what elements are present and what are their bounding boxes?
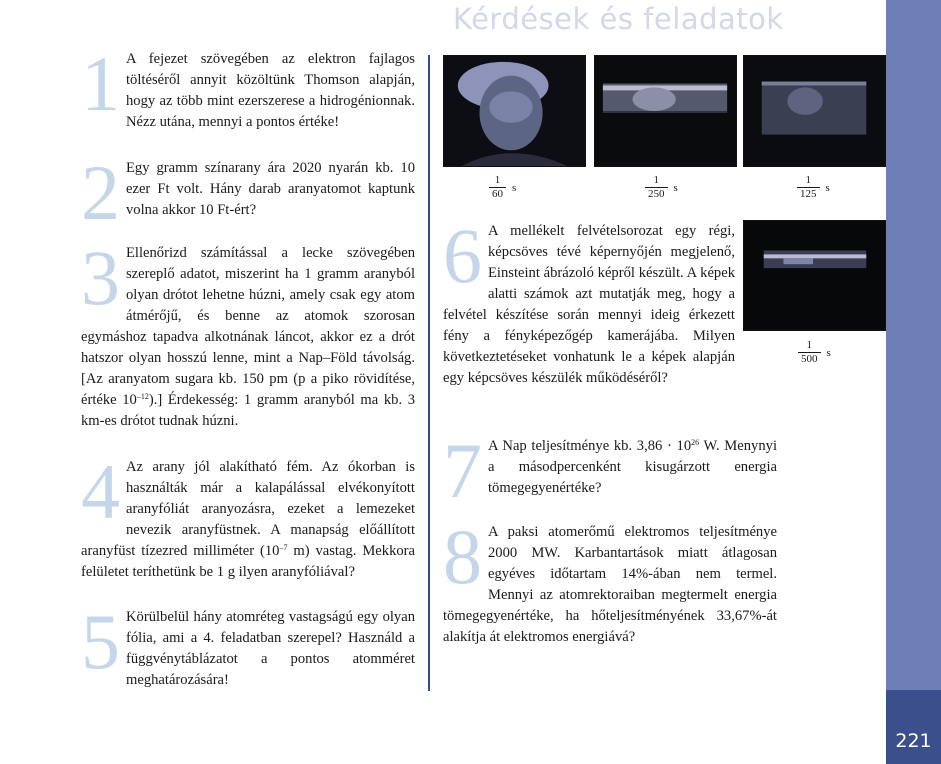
fraction-numerator: 1 (805, 174, 811, 186)
fraction-numerator: 1 (806, 339, 812, 351)
einstein-photo-1 (443, 55, 586, 167)
fraction-denominator: 125 (797, 187, 820, 201)
einstein-photo-4 (743, 220, 886, 331)
task-text: Ellenőrizd számítással a lecke szövegében szereplő adatot, miszerint ha 1 gramm aranyból olyan drótot lehetne húzni, amely csak egy atom átmérőjű, és benne az atomok szorosan egymáshoz tapadva alkotnának láncot, akkor ez a drót hatszor olyan hosszú lenne, mint a Nap–Föld távolság. [Az aranyatom sugara kb. 150 pm (p a piko rövidítése, értéke 10 (81, 245, 415, 408)
task-5 (81, 598, 415, 691)
task-number: 4 (81, 448, 120, 535)
fraction-denominator: 250 (645, 187, 668, 201)
exposure-label-3 (797, 174, 830, 201)
exposure-label-2 (645, 174, 678, 201)
unit: s (512, 181, 517, 194)
task-text: A Nap teljesítménye kb. 3,86 · 10 (488, 438, 692, 454)
fraction-denominator: 500 (798, 352, 821, 366)
task-4 (81, 448, 415, 583)
task-3 (81, 234, 415, 432)
fraction-denominator: 60 (489, 187, 506, 201)
unit: s (825, 181, 830, 194)
task-2 (81, 149, 415, 236)
task-number: 7 (443, 427, 482, 514)
page-number: 221 (895, 730, 932, 752)
task-7 (443, 427, 778, 514)
task-1 (81, 40, 415, 133)
exponent: 26 (691, 438, 700, 447)
fraction-numerator: 1 (494, 174, 501, 186)
task-number: 1 (81, 40, 120, 127)
task-text: Egy gramm színarany ára 2020 nyarán kb. 10 ezer Ft volt. Hány darab aranyatomot kaptunk volna akkor 10 Ft-ért? (126, 160, 415, 218)
exposure-label-4 (798, 339, 831, 366)
task-number: 5 (81, 598, 120, 685)
task-number: 6 (443, 212, 482, 299)
exposure-label-1 (489, 174, 516, 201)
task-text: A fejezet szövegében az elektron fajlagos töltéséről annyit közöltünk Thomson alapján, hogy az több mint ezerszerese a hidrogénionnak. Nézz utána, mennyi a pontos értéke! (126, 51, 415, 130)
unit: s (826, 346, 831, 359)
task-text-continued: ).] Érdekesség: 1 gramm aranyból ma kb. 3 km-es drótot tudnak húzni. (81, 392, 415, 429)
task-text-continued: m) vastag. Mekkora felületet teríthetünk be 1 g ilyen aranyfóliával? (81, 543, 415, 580)
task-number: 8 (443, 513, 482, 600)
fraction-numerator: 1 (653, 174, 659, 186)
task-number: 3 (81, 234, 120, 321)
exponent: –12 (136, 392, 149, 401)
task-text: A paksi atomerőmű elektromos teljesítménye 2000 MW. Karbantartások miatt átlagosan egyéves időtartam 14%-ában nem termel. Mennyi az atomrektoraiban megtermelt energia tömegegyenértéke, ha hőteljesítményének 33,67%-át alakítja át elektromos energiává? (443, 524, 777, 645)
task-8 (443, 513, 777, 648)
exponent: –7 (279, 543, 288, 552)
page-number-box (886, 690, 941, 764)
task-number: 2 (81, 149, 120, 236)
task-text-continued: W. Menynyi a másodpercenként kisugárzott energia tömegegyenértéke? (488, 438, 778, 496)
task-6 (443, 212, 735, 389)
einstein-photo-2 (594, 55, 737, 167)
task-text: Körülbelül hány atomréteg vastagságú egy olyan fólia, ami a 4. feladatban szerepel? Használd a függvénytáblázatot a pontos atomméret meghatározására! (126, 609, 415, 688)
page-header: Kérdések és feladatok (453, 2, 784, 36)
chapter-title (876, 340, 938, 675)
task-text: Az arany jól alakítható fém. Az ókorban is használták már a kalapálással elvékonyított aranyfóliát aranyozásra, ezeket a lemezeket nevezik aranyfüstnek. A manapság előállított aranyfüst tízezred milliméter (10 (81, 459, 415, 559)
einstein-photo-3 (743, 55, 886, 167)
column-divider (428, 55, 430, 691)
task-text: A mellékelt felvételsorozat egy régi, képcsöves tévé képernyőjén megjelenő, Einsteint ábrázoló képről készült. A képek alatti számok azt mutatják meg, hogy a felvétel készítése során mennyi ideig érkezett fény a fényképezőgép kamerájába. Milyen következtetéseket vonhatunk le a képek alapján egy képcsöves készülék működéséről? (443, 223, 735, 386)
unit: s (673, 181, 678, 194)
